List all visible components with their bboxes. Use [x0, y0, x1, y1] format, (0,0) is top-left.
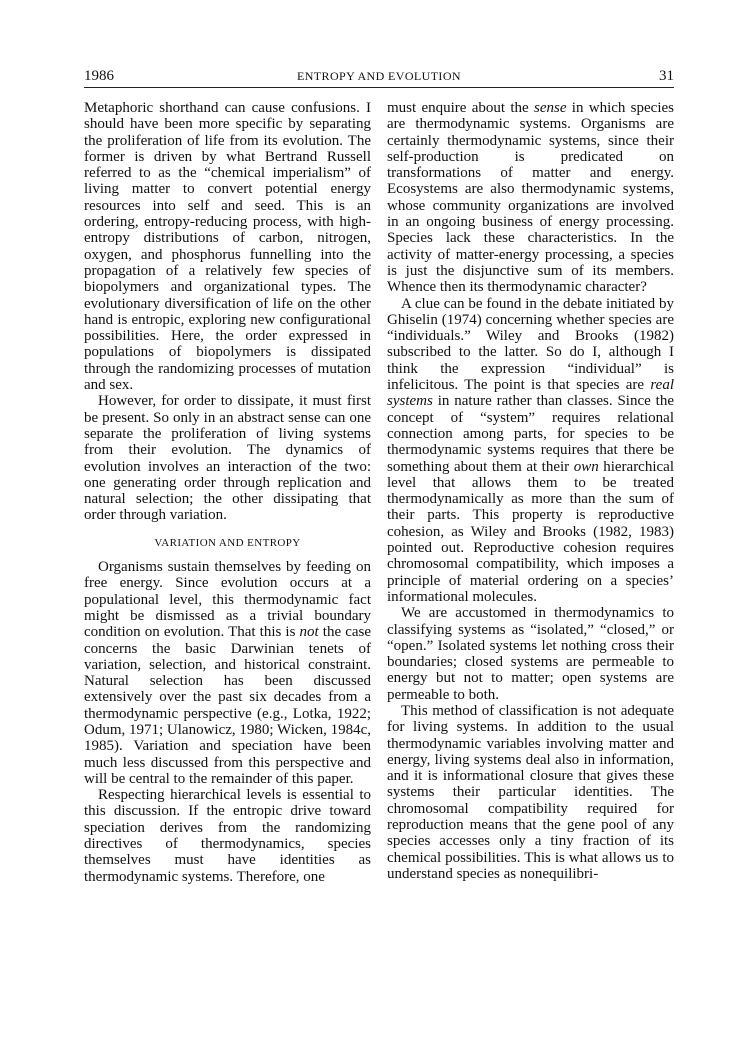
paragraph: A clue can be found in the debate initiated by Ghiselin (1974) concerning whether species are “individuals.” Wiley and Brooks (1982) subscribed to the latter. So do I, although I think the expression “individual” is infelicitous. The point is that species are real systems in nature rather than classes. Since the concept of “system” requires relational connection among parts, for species to be thermodynamic systems requires that there be something about them at their own hierarchical level that allows them to be treated thermodynamically as more than the sum of their parts. This property is reproductive cohesion, as Wiley and Brooks (1982, 1983) pointed out. Reproductive cohesion requires chromosomal compatibility, which imposes a principle of material ordering on a species’ informational molecules.	[387, 295, 674, 605]
left-column	[84, 100, 371, 885]
header-rule	[84, 87, 674, 88]
header-running-title: ENTROPY AND EVOLUTION	[297, 69, 461, 83]
paragraph: must enquire about the sense in which species are thermodynamic systems. Organisms are certainly thermodynamic systems, since their self-production is predicated on transformations of matter and energy. Ecosystems are also thermodynamic systems, whose community organizations are involved in an ongoing business of energy processing. Species lack these characteristics. In the activity of matter-energy processing, a species is just the disjunctive sum of its members. Whence then its thermodynamic character?	[387, 100, 675, 296]
paragraph: Organisms sustain themselves by feeding on free energy. Since evolution occurs at a populational level, this thermodynamic fact might be dismissed as a trivial boundary condition on evolution. That this is not the case concerns the basic Darwinian tenets of variation, selection, and historical constraint. Natural selection has been discussed extensively over the past six decades from a thermodynamic perspective (e.g., Lotka, 1922; Odum, 1971; Ulanowicz, 1980; Wicken, 1984c, 1985). Variation and speciation have been much less discussed from this perspective and will be central to the remainder of this paper.	[84, 559, 372, 787]
paragraph: Metaphoric shorthand can cause confusions. I should have been more specific by separating the proliferation of life from its evolution. The former is driven by what Bertrand Russell referred to as the “chemical imperialism” of living matter to convert potential energy resources into self and seed. This is an ordering, entropy-reducing process, with high-entropy distributions of carbon, nitrogen, oxygen, and phosphorus funnelling into the propagation of a relatively few species of biopolymers and organizational types. The evolutionary diversification of life on the other hand is entropic, exploring new configurational possibilities. Here, the order expressed in populations of biopolymers is dissipated through the randomizing processes of mutation and sex.	[84, 100, 371, 394]
header-year: 1986	[84, 68, 114, 84]
running-header	[84, 68, 674, 86]
paragraph: We are accustomed in thermodynamics to classifying systems as “isolated,” “closed,” or “open.” Isolated systems let nothing cross their boundaries; closed systems are permeable to energy but not to matter; open systems are permeable to both.	[387, 605, 674, 703]
paragraph: This method of classification is not adequate for living systems. In addition to the usual thermodynamic variables involving matter and energy, living systems deal also in information, and it is informational closure that gives these systems their particular identities. The chromosomal compatibility required for reproduction means that the gene pool of any species accesses only a tiny fraction of its chemical possibilities. This is what allows us to understand species as nonequilibri-	[387, 702, 674, 882]
right-column	[387, 100, 674, 882]
paragraph: Respecting hierarchical levels is essential to this discussion. If the entropic drive toward speciation derives from the randomizing directives of thermodynamics, species themselves must have identities as thermodynamic systems. Therefore, one	[84, 787, 371, 885]
paragraph: However, for order to dissipate, it must first be present. So only in an abstract sense can one separate the proliferation of living systems from their evolution. The dynamics of evolution involves an interaction of the two: one generating order through replication and natural selection; the other dissipating that order through variation.	[84, 393, 371, 524]
header-page-number: 31	[659, 68, 674, 84]
section-heading: VARIATION AND ENTROPY	[154, 536, 301, 549]
